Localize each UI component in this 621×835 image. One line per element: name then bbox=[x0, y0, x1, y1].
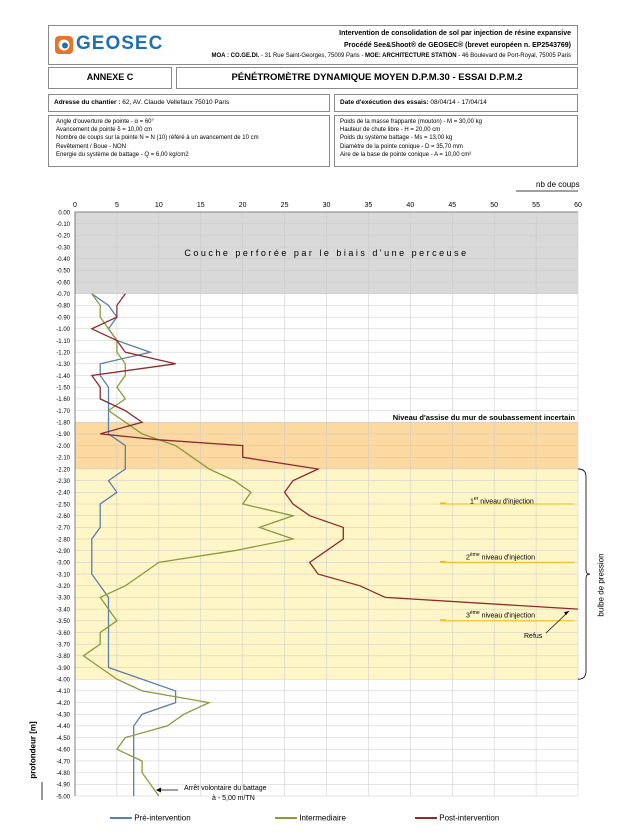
pressure-bulb-brace bbox=[578, 469, 590, 679]
y-tick-label: -0.10 bbox=[56, 221, 70, 228]
y-tick-label: -0.50 bbox=[56, 268, 70, 275]
param-left-item: Angle d'ouverture de pointe - α = 60° bbox=[56, 119, 154, 125]
y-tick-label: -3.60 bbox=[56, 630, 70, 637]
x-axis-title: nb de coups bbox=[536, 180, 580, 189]
x-tick-label: 10 bbox=[154, 202, 163, 209]
y-tick-label: -4.40 bbox=[56, 724, 70, 731]
header-line2: Procédé See&Shoot® de GEOSEC® (brevet européen n. EP2543769) bbox=[343, 42, 571, 49]
zone-label-perforated: Couche perforée par le biais d'une perceuse bbox=[184, 248, 469, 258]
y-tick-label: -0.40 bbox=[56, 257, 70, 264]
refus-label: Refus bbox=[524, 633, 543, 640]
x-tick-label: 35 bbox=[364, 202, 373, 209]
legend-swatch-inter bbox=[275, 817, 297, 819]
param-right-item: Hauteur de chute libre - H = 20,00 cm bbox=[340, 127, 441, 134]
header-line1: Intervention de consolidation de sol par injection de résine expansive bbox=[339, 30, 571, 37]
x-tick-label: 60 bbox=[574, 202, 582, 209]
y-tick-label: -0.90 bbox=[56, 315, 70, 322]
y-tick-label: -4.30 bbox=[56, 712, 70, 719]
legend-label-inter: Intermediaire bbox=[299, 813, 346, 823]
x-tick-label: 25 bbox=[280, 202, 289, 209]
logo-text: GEOSEC bbox=[76, 33, 164, 54]
x-tick-label: 15 bbox=[196, 202, 205, 209]
param-right-item: Poids du système battage - Ms = 13,00 kg bbox=[340, 135, 453, 142]
x-tick-label: 0 bbox=[73, 202, 77, 209]
injection-post-1: niveau d'injection bbox=[478, 498, 534, 506]
y-tick-label: -4.10 bbox=[56, 689, 70, 696]
date-value: 08/04/14 - 17/04/14 bbox=[428, 99, 487, 106]
y-tick-label: -2.90 bbox=[56, 549, 70, 556]
injection-label-2 bbox=[466, 552, 535, 561]
y-tick-label: -3.90 bbox=[56, 665, 70, 672]
legend-item-post bbox=[415, 813, 499, 822]
y-tick-label: -2.60 bbox=[56, 513, 70, 520]
injection-pre-2: 2 bbox=[466, 554, 470, 562]
moe-label: MOE: ARCHITECTURE STATION bbox=[365, 53, 457, 59]
annexe-label: ANNEXE C bbox=[86, 72, 134, 82]
y-tick-label: -4.90 bbox=[56, 782, 70, 789]
moa-address: - 31 Rue Saint-Georges, 75009 Paris - bbox=[259, 53, 366, 59]
x-tick-label: 55 bbox=[532, 202, 540, 209]
y-tick-label: -4.70 bbox=[56, 759, 70, 766]
y-axis-title: profondeur [m] bbox=[28, 721, 38, 779]
injection-post-2: niveau d'injection bbox=[479, 554, 536, 562]
moe-address: - 46 Boulevard de Port-Royal, 75005 Paris bbox=[456, 53, 571, 59]
x-tick-label: 45 bbox=[448, 202, 457, 209]
y-tick-label: -1.60 bbox=[56, 397, 70, 404]
y-tick-label: -2.80 bbox=[56, 537, 70, 544]
legend bbox=[0, 810, 621, 826]
moa-label: MOA : CO.GE.DI. bbox=[211, 53, 260, 59]
y-tick-label: -4.50 bbox=[56, 735, 70, 742]
legend-swatch-pre bbox=[110, 817, 132, 819]
y-tick-label: -2.40 bbox=[56, 490, 70, 497]
y-tick-label: -3.40 bbox=[56, 607, 70, 614]
y-tick-label: -1.80 bbox=[56, 420, 70, 427]
zone-label-wall: Niveau d'assise du mur de soubassement incertain bbox=[392, 413, 575, 422]
stop-arrowhead bbox=[156, 788, 161, 793]
y-tick-label: -2.00 bbox=[56, 443, 70, 450]
param-left-item: Nombre de coups sur la pointe N = N (10) référé à un avancement de 10 cm bbox=[56, 135, 259, 142]
injection-sup-2: ème bbox=[469, 552, 480, 558]
injection-post-3: niveau d'injection bbox=[479, 612, 536, 620]
x-tick-label: 50 bbox=[490, 202, 499, 209]
param-left-item: Energie du système de battage - Q = 6,00 kg/cm2 bbox=[56, 151, 189, 158]
x-tick-label: 5 bbox=[114, 202, 119, 209]
y-tick-label: -1.30 bbox=[56, 362, 70, 369]
y-tick-label: -1.40 bbox=[56, 373, 70, 380]
y-tick-label: -3.80 bbox=[56, 654, 70, 661]
y-tick-label: -2.30 bbox=[56, 478, 70, 485]
y-tick-label: -5.00 bbox=[56, 794, 70, 801]
y-tick-label: -2.50 bbox=[56, 502, 70, 509]
y-tick-label: -0.70 bbox=[56, 292, 70, 299]
legend-item-pre bbox=[110, 813, 191, 822]
page-title: PÉNÉTROMÈTRE DYNAMIQUE MOYEN D.P.M.30 - ESSAI D.P.M.2 bbox=[231, 72, 523, 83]
param-left-item: Revêtement / Boue - NON bbox=[56, 143, 127, 150]
y-tick-label: -1.50 bbox=[56, 385, 70, 392]
legend-label-pre: Pré-intervention bbox=[134, 813, 191, 823]
x-tick-label: 20 bbox=[238, 202, 247, 209]
y-tick-label: -0.30 bbox=[56, 245, 70, 252]
y-tick-label: -3.10 bbox=[56, 572, 70, 579]
injection-sup-1: er bbox=[473, 496, 479, 502]
y-tick-label: 0.00 bbox=[58, 210, 70, 217]
address-label: Adresse du chantier : bbox=[54, 99, 121, 106]
y-tick-label: -2.20 bbox=[56, 467, 70, 474]
y-tick-label: -1.10 bbox=[56, 338, 70, 345]
y-tick-label: -4.60 bbox=[56, 747, 70, 754]
x-tick-label: 40 bbox=[406, 202, 415, 209]
y-tick-label: -3.30 bbox=[56, 595, 70, 602]
y-tick-label: -0.60 bbox=[56, 280, 70, 287]
injection-pre-3: 3 bbox=[466, 612, 470, 620]
address-value: 62, AV. Claude Vellefaux 75010 Paris bbox=[120, 99, 230, 106]
param-left-item: Avancement de pointe δ = 10,00 cm bbox=[56, 127, 153, 134]
y-tick-label: -3.50 bbox=[56, 619, 70, 626]
stop-note-line1: Arrêt volontaire du battage bbox=[184, 785, 267, 792]
param-right-item: Diamètre de la pointe conique - D = 35,70 mm bbox=[340, 143, 463, 150]
y-tick-label: -1.70 bbox=[56, 408, 70, 415]
pressure-bulb-label: bulbe de pression bbox=[596, 553, 606, 617]
y-tick-label: -3.20 bbox=[56, 584, 70, 591]
y-tick-label: -4.80 bbox=[56, 770, 70, 777]
legend-item-inter bbox=[275, 813, 346, 822]
y-tick-label: -3.70 bbox=[56, 642, 70, 649]
date-label: Date d'exécution des essais: bbox=[340, 99, 429, 106]
y-tick-label: -1.90 bbox=[56, 432, 70, 439]
stop-note-line2: à - 5,00 m/TN bbox=[212, 795, 255, 802]
y-tick-label: -0.80 bbox=[56, 303, 70, 310]
legend-swatch-post bbox=[415, 817, 437, 819]
y-tick-label: -3.00 bbox=[56, 560, 70, 567]
legend-label-post: Post-intervention bbox=[439, 813, 500, 823]
y-tick-label: -4.20 bbox=[56, 700, 70, 707]
injection-pre-1: 1 bbox=[470, 498, 474, 506]
y-tick-label: -0.20 bbox=[56, 233, 70, 240]
y-tick-label: -2.10 bbox=[56, 455, 70, 462]
x-tick-label: 30 bbox=[322, 202, 331, 209]
y-tick-label: -1.00 bbox=[56, 327, 70, 334]
injection-sup-3: ème bbox=[469, 610, 480, 616]
injection-label-3 bbox=[466, 610, 535, 619]
param-right-item: Poids de la masse frappante (mouton) - M = 30,00 kg bbox=[340, 119, 482, 125]
param-right-item: Aire de la base de pointe conique - A = 10,00 cm² bbox=[340, 151, 472, 158]
y-tick-label: -1.20 bbox=[56, 350, 70, 357]
y-tick-label: -4.00 bbox=[56, 677, 70, 684]
y-tick-label: -2.70 bbox=[56, 525, 70, 532]
injection-label-1 bbox=[470, 496, 534, 505]
